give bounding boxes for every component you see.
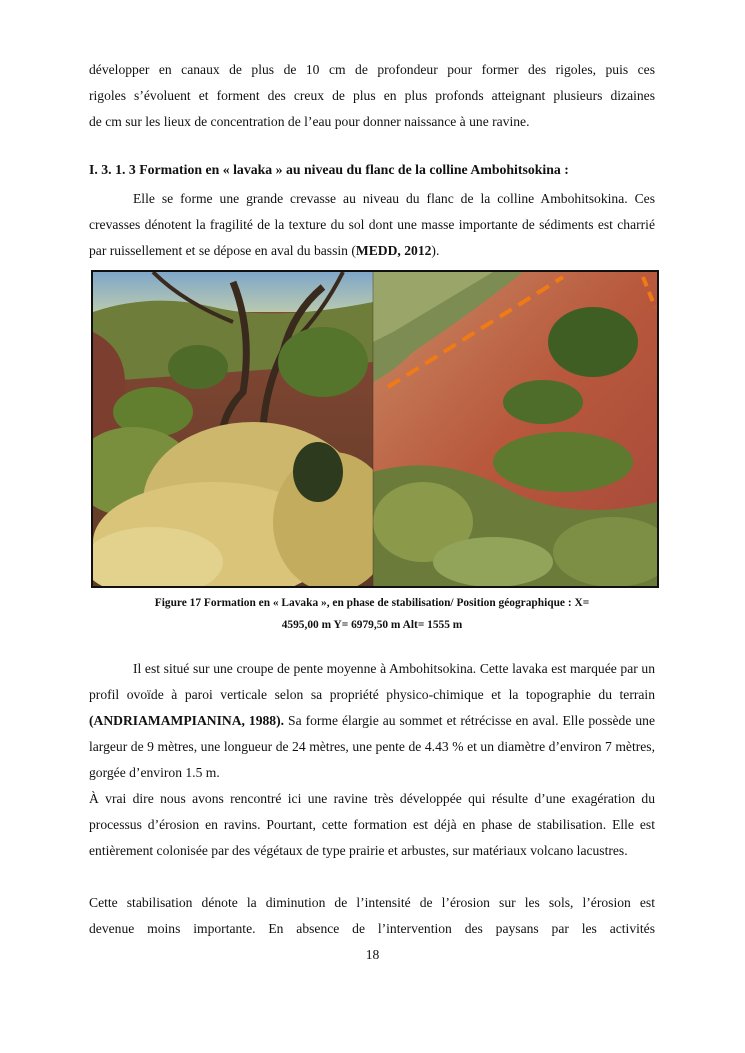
section-paragraph (89, 186, 655, 264)
section-heading: I. 3. 1. 3 Formation en « lavaka » au niveau du flanc de la colline Ambohitsokina : (89, 162, 569, 177)
text-line: Cette stabilisation dénote la diminution de l’intensité de l’érosion sur les sols, l’érosion est (89, 895, 655, 910)
text-line: devenue moins importante. En absence de l’intervention des paysans par les activités (89, 921, 655, 936)
citation-medd: MEDD, 2012 (355, 243, 432, 258)
text-line: de cm sur les lieux de concentration de l’eau pour donner naissance à une ravine. (89, 114, 530, 129)
caption-line: 4595,00 m Y= 6979,50 m Alt= 1555 m (281, 619, 463, 631)
figure-caption (89, 592, 655, 636)
citation-andriamampianina: (ANDRIAMAMPIANINA, 1988). (89, 713, 285, 728)
body-paragraph-1 (89, 656, 655, 786)
page-number: 18 (365, 947, 380, 962)
section-paragraph-text: Elle se forme une grande crevasse au niveau du flanc de la colline Ambohitsokina. Ces crevasses dénotent la fragilité de la texture du sol dont une masse importante de sédiments est charrié par ruissellement et se dépose en aval du bassin ( (89, 191, 655, 258)
text-line: rigoles s’évoluent et forment des creux de plus en plus profonds atteignant plusieurs dizaines (89, 88, 655, 103)
top-paragraph (89, 57, 655, 135)
text-line: développer en canaux de plus de 10 cm de profondeur pour former des rigoles, puis ces (89, 62, 655, 77)
lavaka-photo-illustration (93, 272, 657, 586)
body-paragraph-3 (89, 890, 655, 942)
body-paragraph-2: À vrai dire nous avons rencontré ici une ravine très développée qui résulte d’une exagération du processus d’érosion en ravins. Pourtant, cette formation est déjà en phase de stabilisation. Elle est entièrement colonisée par des végétaux de type prairie et arbustes, sur matériaux volcano lacustres. (89, 791, 655, 858)
caption-line: Figure 17 Formation en « Lavaka », en phase de stabilisation/ Position géographique : X= (154, 597, 590, 609)
lavaka-photo (91, 270, 659, 588)
section-paragraph-end: ). (431, 243, 440, 258)
body-paragraph-1-end: Sa forme élargie au sommet et rétrécisse en aval. Elle possède une largeur de 9 mètres, une longueur de 24 mètres, une pente de 4.43 % et un diamètre d’environ 7 mètres, gorgée d’environ 1.5 m. (89, 713, 655, 780)
body-paragraph-1-text: Il est situé sur une croupe de pente moyenne à Ambohitsokina. Cette lavaka est marquée par un profil ovoïde à paroi verticale selon sa propriété physico-chimique et la topographie du terrain (89, 661, 655, 702)
